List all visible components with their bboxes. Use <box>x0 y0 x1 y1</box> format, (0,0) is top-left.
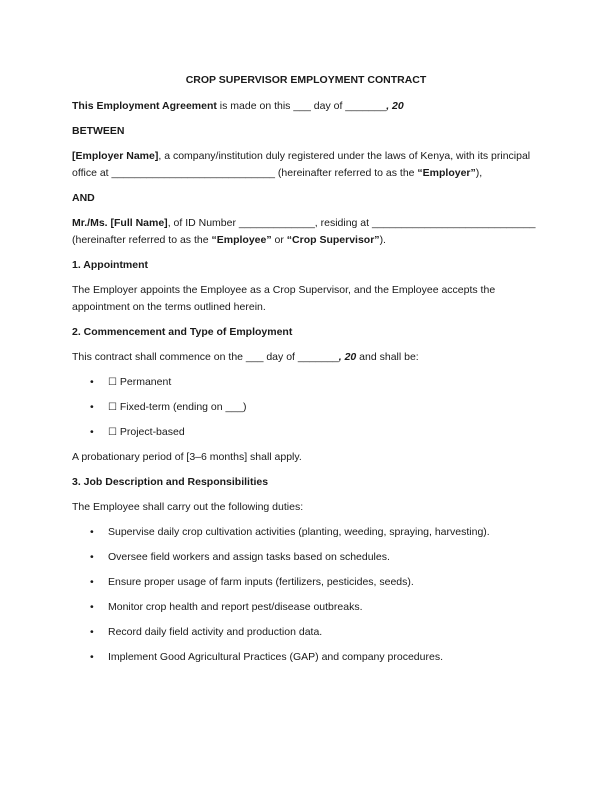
employer-clause <box>72 148 540 182</box>
commencement-lead: This contract shall commence on the ___ day of _______ <box>72 351 339 363</box>
commencement-tail: and shall be: <box>356 351 419 363</box>
document-title: CROP SUPERVISOR EMPLOYMENT CONTRACT <box>185 74 427 86</box>
list-item: • Implement Good Agricultural Practices (GAP) and company procedures. <box>72 649 540 666</box>
list-item: • Ensure proper usage of farm inputs (fertilizers, pesticides, seeds). <box>72 574 540 591</box>
checkbox-icon[interactable]: ☐ <box>108 427 117 438</box>
agreement-intro <box>72 98 540 115</box>
crop-supervisor-ref: “Crop Supervisor” <box>286 234 380 246</box>
section-1-body: The Employer appoints the Employee as a Crop Supervisor, and the Employee accepts the appointment on the terms outlined herein. <box>72 284 496 313</box>
list-item: • Monitor crop health and report pest/disease outbreaks. <box>72 599 540 616</box>
option-permanent: Permanent <box>116 376 172 388</box>
list-item: • Record daily field activity and production data. <box>72 624 540 641</box>
employee-text: , of ID Number _____________, residing at ____________________________ (hereinafter referred to as the <box>72 217 536 246</box>
list-item <box>72 374 540 391</box>
section-2-heading: 2. Commencement and Type of Employment <box>72 326 293 338</box>
and-label: AND <box>72 192 95 204</box>
employer-text: , a company/institution duly registered under the laws of Kenya, with its principal office at ____________________________ (hereinafter referred to as the <box>72 150 531 179</box>
section-1-heading: 1. Appointment <box>72 259 149 271</box>
option-fixed-term: Fixed-term (ending on ___) <box>116 401 247 413</box>
employer-ref: “Employer” <box>417 167 476 179</box>
probation-text: A probationary period of [3–6 months] shall apply. <box>72 451 302 463</box>
option-project-based: Project-based <box>116 426 185 438</box>
section-3-heading: 3. Job Description and Responsibilities <box>72 476 269 488</box>
intro-lead: This Employment Agreement <box>72 100 217 112</box>
employee-clause <box>72 215 540 249</box>
checkbox-icon[interactable]: ☐ <box>108 402 117 413</box>
duties-list <box>72 524 540 666</box>
employee-end: ). <box>379 234 386 246</box>
employee-or: or <box>271 234 287 246</box>
between-label: BETWEEN <box>72 125 125 137</box>
list-item: • Oversee field workers and assign tasks based on schedules. <box>72 549 540 566</box>
list-item: • Supervise daily crop cultivation activities (planting, weeding, spraying, harvesting). <box>72 524 540 541</box>
intro-year: , 20 <box>386 100 404 112</box>
employee-ref: “Employee” <box>211 234 272 246</box>
duties-lead: The Employee shall carry out the following duties: <box>72 501 304 513</box>
employment-type-list <box>72 374 540 441</box>
employer-name: [Employer Name] <box>72 150 159 162</box>
commencement-year: , 20 <box>338 351 357 363</box>
commencement-text <box>72 349 540 366</box>
checkbox-icon[interactable]: ☐ <box>108 377 117 388</box>
list-item <box>72 424 540 441</box>
list-item <box>72 399 540 416</box>
employer-end: ), <box>475 167 483 179</box>
employee-name: Mr./Ms. [Full Name] <box>72 217 168 229</box>
intro-rest: is made on this ___ day of _______ <box>216 100 387 112</box>
